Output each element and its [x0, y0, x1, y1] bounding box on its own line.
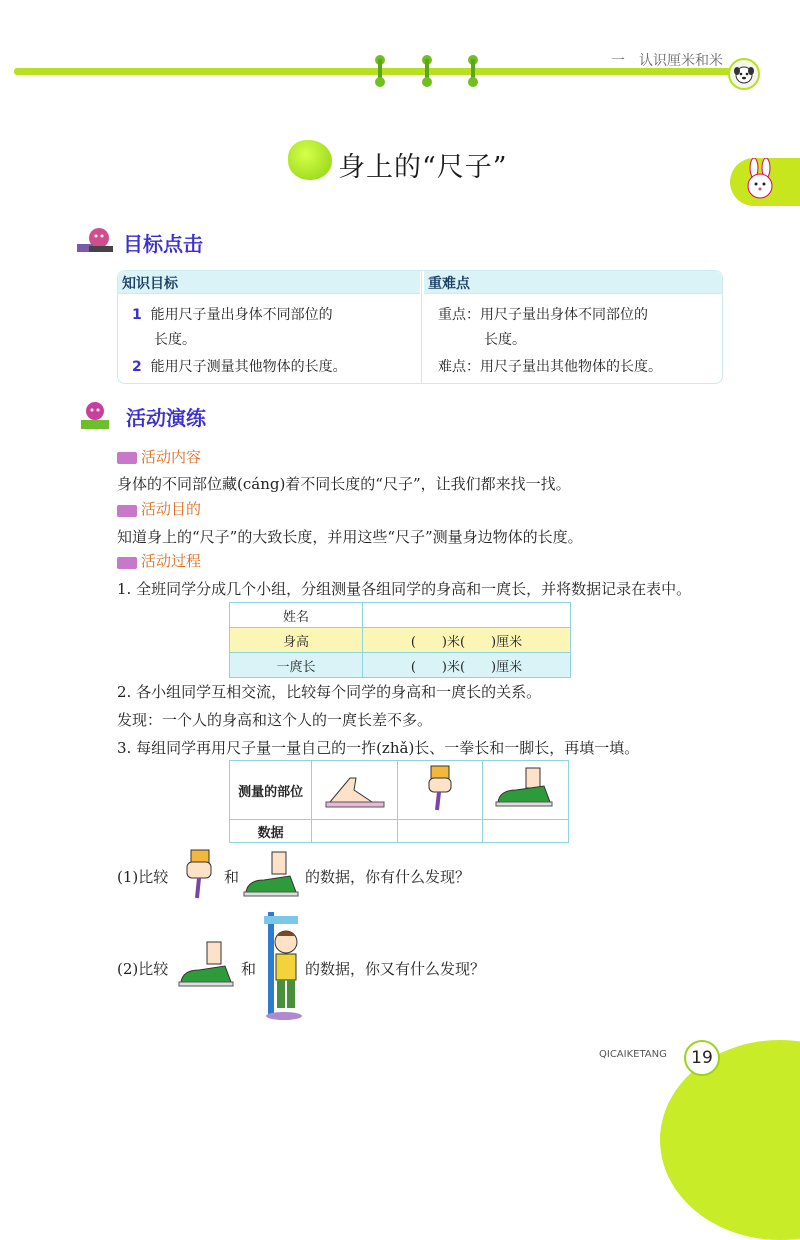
table-cell[interactable] [363, 603, 571, 628]
footer-decoration [660, 1040, 800, 1240]
chapter-title: 一 认识厘米和米 [611, 53, 723, 69]
knowledge-item-2 [132, 356, 347, 376]
step-3: 3. 每组同学再用尺子量一量自己的一拃(zhǎ)长、一拳长和一脚长，再填一填。 [117, 739, 640, 757]
pencil-icon [117, 557, 137, 569]
dog-mascot-icon [728, 58, 760, 90]
step-2: 2. 各小组同学互相交流，比较每个同学的身高和一庹长的关系。 [117, 683, 542, 701]
fist-icon [177, 848, 219, 902]
shoe-icon [242, 850, 300, 900]
question-1-and: 和 [224, 868, 240, 886]
table-cell [312, 761, 398, 820]
page-title: 身上的“尺子” [338, 152, 508, 183]
goals-heading: 目标点击 [123, 232, 203, 256]
key-item-2: 难点：用尺子量出其他物体的长度。 [438, 359, 662, 375]
table-cell[interactable]: ( )米( )厘米 [363, 653, 571, 678]
key-item-1-cont: 长度。 [484, 332, 526, 348]
knowledge-label: 知识目标 [122, 276, 178, 292]
child-height-measure-icon [262, 912, 306, 1022]
purpose-text: 知道身上的“尺子”的大致长度，并用这些“尺子”测量身边物体的长度。 [117, 528, 583, 546]
table-row [230, 628, 571, 653]
column-divider [421, 271, 422, 383]
binder-pin-icon [470, 55, 476, 85]
table-cell [482, 761, 568, 820]
question-2-and: 和 [241, 960, 257, 978]
question-1-prefix: (1)比较 [117, 868, 169, 886]
knowledge-item-1 [132, 304, 333, 324]
rabbit-tab-icon [730, 158, 800, 206]
table-cell: 一庹长 [230, 653, 363, 678]
item-number: 1 [132, 307, 142, 323]
table-row [230, 603, 571, 628]
step-1: 1. 全班同学分成几个小组，分组测量各组同学的身高和一庹长，并将数据记录在表中。 [117, 580, 692, 598]
knowledge-item-1-cont: 长度。 [154, 332, 196, 348]
key-label: 重难点 [428, 276, 470, 292]
table-cell: 姓名 [230, 603, 363, 628]
table-cell[interactable] [312, 820, 398, 843]
pencil-icon [117, 505, 137, 517]
title-badge-icon [288, 140, 332, 180]
activity-heading: 活动演练 [126, 406, 206, 430]
table-row [230, 653, 571, 678]
binder-pin-icon [377, 55, 383, 85]
brand-text: QICAIKETANG [599, 1049, 667, 1060]
key-item-1: 重点：用尺子量出身体不同部位的 [438, 307, 648, 323]
table-cell[interactable] [482, 820, 568, 843]
key-header [424, 271, 722, 294]
content-text: 身体的不同部位藏(cáng)着不同长度的“尺子”，让我们都来找一找。 [117, 475, 571, 493]
table-row [230, 820, 569, 843]
table-cell [398, 761, 483, 820]
table-cell[interactable] [398, 820, 483, 843]
item-number: 2 [132, 359, 142, 375]
table-cell[interactable]: ( )米( )厘米 [363, 628, 571, 653]
knowledge-item-text: 能用尺子测量其他物体的长度。 [150, 359, 347, 375]
process-label: 活动过程 [141, 552, 202, 570]
hand-span-icon [320, 766, 390, 810]
content-label: 活动内容 [141, 448, 202, 466]
finding-text: 发现：一个人的身高和这个人的一庹长差不多。 [117, 711, 433, 729]
question-2-suffix: 的数据，你又有什么发现？ [305, 960, 486, 978]
table-row [230, 761, 569, 820]
shoe-icon [490, 766, 560, 810]
question-2-prefix: (2)比较 [117, 960, 169, 978]
pencil-icon [117, 452, 137, 464]
body-measure-table [229, 760, 569, 843]
table-cell: 数据 [230, 820, 312, 843]
fist-icon [415, 764, 465, 812]
shoe-icon [177, 940, 235, 990]
student-mascot-icon [75, 400, 111, 426]
table-cell: 测量的部位 [230, 761, 312, 820]
binder-pin-icon [424, 55, 430, 85]
teacher-mascot-icon [75, 226, 111, 252]
knowledge-item-text: 能用尺子量出身体不同部位的 [150, 307, 333, 323]
purpose-label: 活动目的 [141, 500, 202, 518]
goals-box [117, 270, 723, 384]
table-cell: 身高 [230, 628, 363, 653]
knowledge-header [118, 271, 420, 294]
question-1-suffix: 的数据，你有什么发现？ [305, 868, 471, 886]
page-number: 19 [684, 1040, 720, 1076]
height-table [229, 602, 571, 678]
